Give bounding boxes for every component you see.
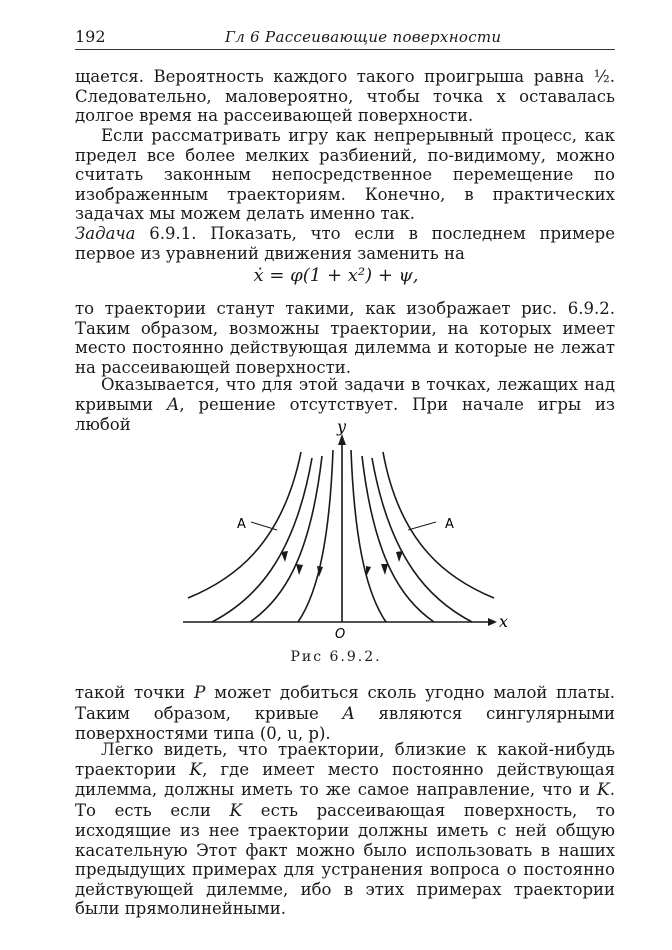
page-header [75, 27, 615, 50]
trajectory-symbol-K-2: K [597, 780, 610, 800]
arrow-right-2 [381, 564, 388, 575]
point-symbol-P: P [194, 683, 206, 703]
curve-label-left: A [237, 517, 246, 532]
figure-caption: Рис 6.9.2. [290, 649, 382, 665]
page-number: 192 [75, 27, 106, 46]
arrow-left-A [281, 551, 288, 562]
paragraph-6: такой точки P может добиться сколь угодно малой платы. Таким образом, кривые A являются сингулярными поверхностями типа (0, u, p). [75, 683, 615, 743]
y-axis-label: y [337, 417, 347, 436]
trajectory-figure [180, 413, 510, 638]
trajectory-right-2 [372, 458, 472, 622]
label-leader-right [408, 522, 436, 530]
trajectory-symbol-K-3: K [229, 800, 243, 821]
curve-symbol-A-2: A [342, 703, 355, 724]
trajectory-left-2 [212, 458, 312, 622]
problem-text: 6.9.1. Показать, что если в последнем примере первое из уравнений движения заменить на [75, 224, 615, 263]
trajectory-symbol-K: K [189, 759, 203, 780]
problem-label: Задача [75, 224, 136, 243]
paragraph-5: Оказывается, что для этой задачи в точках, лежащих над кривыми A, решение отсутствует. При начале игры из любой [75, 375, 615, 434]
origin-label: O [335, 627, 346, 638]
trajectory-left-4 [298, 450, 333, 622]
x-axis-label: x [499, 612, 509, 631]
arrow-left-2 [296, 564, 303, 575]
curve-symbol-A: A [167, 394, 180, 415]
paragraph-3 [75, 224, 615, 263]
paragraph-2: Если рассматривать игру как непрерывный процесс, как предел все более мелких разбиений, по-видимому, можно считать законным непосредственное перемещение по изображенным траекториям. Конечно, в практических задачах мы можем делать именно так. [75, 126, 615, 223]
x-axis-arrow [488, 618, 497, 626]
curve-label-right: A [445, 517, 454, 532]
paragraph-7: Легко видеть, что траектории, близкие к какой-нибудь траектории K, где имеет место постоянно действующая дилемма, должны иметь то же самое направление, что и K. То есть если K есть рассеивающая поверхность, то исходящие из нее траектории должны иметь с ней общую касательную Этот факт можно было использовать в наших предыдущих примерах для устранения вопроса о постоянно действующей дилемме, ибо в этих примерах траектории были прямолинейными. [75, 740, 616, 918]
arrow-right-3 [366, 566, 371, 577]
trajectory-right-4 [351, 450, 386, 622]
curve-right-A [383, 452, 494, 598]
arrow-right-A [396, 551, 403, 562]
equation: ẋ = φ(1 + x²) + ψ, [253, 265, 419, 286]
running-title: Гл 6 Рассеивающие поверхности [225, 28, 502, 46]
paragraph-1: щается. Вероятность каждого такого проигрыша равна ½. Следовательно, маловероятно, чтобы точка x оставалась долгое время на рассеивающей поверхности. [75, 67, 615, 125]
paragraph-4: то траектории станут такими, как изображает рис. 6.9.2. Таким образом, возможны траектории, на которых имеет место постоянно действующая дилемма и которые не лежат на рассеивающей поверхности. [75, 299, 615, 377]
